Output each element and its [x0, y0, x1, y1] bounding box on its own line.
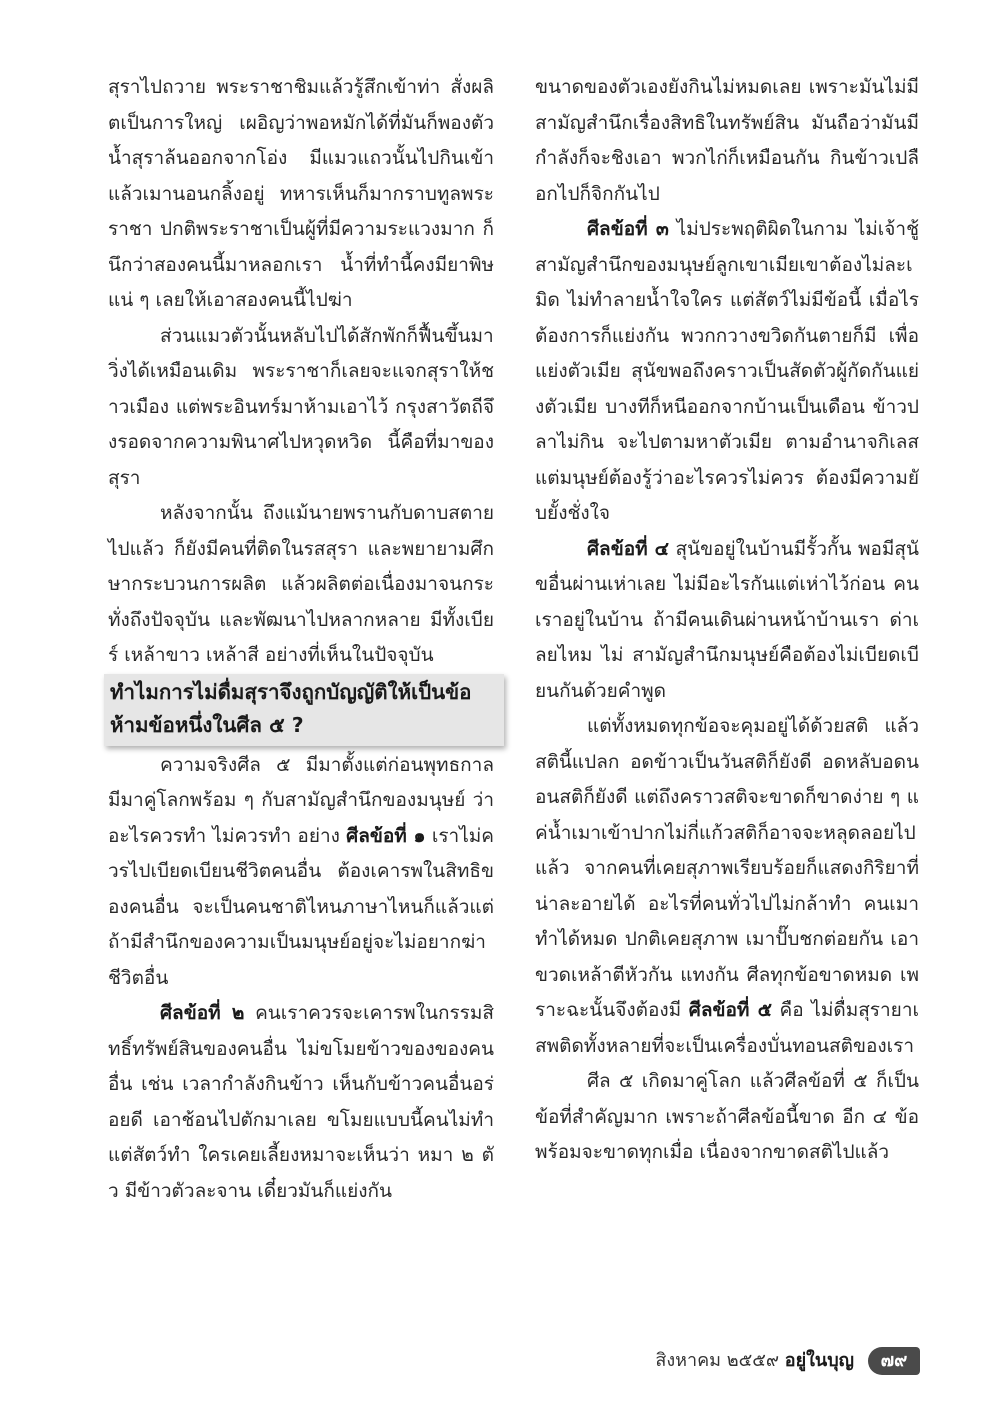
paragraph-text: แต่ทั้งหมดทุกข้อจะคุมอยู่ได้ด้วยสติ แล้วสตินี้แปลก อดข้าวเป็นวันสติก็ยังดี อดหลับอดนอนสติก็ยังดี แต่ถึงคราวสติจะขาดก็ขาดง่าย ๆ แค่น้ำเมาเข้าปากไม่กี่แก้วสติก็อาจจะหลุดลอยไปแล้ว จากคนที่เคยสุภาพเรียบร้อยก็แสดงกิริยาที่น่าละอายได้ อะไรที่คนทั่วไปไม่กล้าทำ คนเมาทำได้หมด ปกติเคยสุภาพ เมาปั๊บชกต่อยกัน เอาขวดเหล้าตีหัวกัน แทงกัน ศีลทุกข้อขาดหมด เพราะฉะนั้นจึงต้องมี	[535, 715, 919, 1021]
paragraph-text: สุนัขอยู่ในบ้านมีรั้วกั้น พอมีสุนัขอื่นผ่านเห่าเลย ไม่มีอะไรกันแต่เห่าไว้ก่อน คนเราอยู่ในบ้าน ถ้ามีคนเดินผ่านหน้าบ้านเรา ด่าเลยไหม ไม่ สามัญสำนึกมนุษย์คือต้องไม่เบียดเบียนกันด้วยคำพูด	[535, 537, 919, 702]
paragraph	[535, 709, 919, 1064]
magazine-title: อยู่ในบุญ	[784, 1350, 854, 1371]
precept-label: ศีลข้อที่ ๓	[587, 218, 669, 240]
page-number: ๗๙	[868, 1347, 920, 1375]
paragraph: ขนาดของตัวเองยังกินไม่หมดเลย เพราะมันไม่มีสามัญสำนึกเรื่องสิทธิในทรัพย์สิน มันถือว่ามันมีกำลังก็จะชิงเอา พวกไก่ก็เหมือนกัน กินข้าวเปลือกไปก็จิกกันไป	[535, 76, 919, 205]
paragraph: ศีล ๕ เกิดมาคู่โลก แล้วศีลข้อที่ ๕ ก็เป็นข้อที่สำคัญมาก เพราะถ้าศีลข้อนี้ขาด อีก ๔ ข้อพร้อมจะขาดทุกเมื่อ เนื่องจากขาดสติไปแล้ว	[535, 1070, 919, 1163]
paragraph: ส่วนแมวตัวนั้นหลับไปได้สักพักก็ฟื้นขึ้นมาวิ่งได้เหมือนเดิม พระราชาก็เลยจะแจกสุราให้ชาวเมือง แต่พระอินทร์มาห้ามเอาไว้ กรุงสาวัตถีจึงรอดจากความพินาศไปหวุดหวิด นี้คือที่มาของสุรา	[108, 324, 494, 489]
paragraph-text: เราไม่ควรไปเบียดเบียนชีวิตคนอื่น ต้องเคารพในสิทธิของคนอื่น จะเป็นคนชาติไหนภาษาไหนก็แล้วแต่ ถ้ามีสำนึกของความเป็นมนุษย์อยู่จะไม่อยากฆ่าชีวิตอื่น	[108, 824, 494, 989]
paragraph-text: ความจริงศีล ๕ มีมาตั้งแต่ก่อนพุทธกาล มีมาคู่โลกพร้อม ๆ กับสามัญสำนึกของมนุษย์ ว่าอะไรควรทำ ไม่ควรทำ อย่าง	[108, 753, 494, 847]
precept-label: ศีลข้อที่ ๒	[160, 1002, 245, 1024]
paragraph-text: คนเราควรจะเคารพในกรรมสิทธิ์ทรัพย์สินของคนอื่น ไม่ขโมยข้าวของของคนอื่น เช่น เวลากำลังกินข้าว เห็นกับข้าวคนอื่นอร่อยดี เอาช้อนไปตักมาเลย ขโมยแบบนี้คนไม่ทำ แต่สัตว์ทำ ใครเคยเลี้ยงหมาจะเห็นว่า หมา ๒ ตัว มีข้าวตัวละจาน เดี๋ยวมันก็แย่งกัน	[108, 1002, 494, 1202]
paragraph-text: คือ ไม่ดื่มสุรายาเสพติดทั้งหลายที่จะเป็นเครื่องบั่นทอนสติของเรา	[535, 999, 919, 1057]
page-footer	[0, 1347, 920, 1375]
section-heading: ทำไมการไม่ดื่มสุราจึงถูกบัญญัติให้เป็นข้อห้ามข้อหนึ่งในศีล ๕ ?	[104, 674, 504, 746]
issue-date: สิงหาคม ๒๕๕๙	[655, 1350, 780, 1371]
right-column	[535, 70, 919, 1171]
left-column	[108, 70, 494, 1209]
precept-label: ศีลข้อที่ ๕	[688, 999, 772, 1021]
footer-text	[655, 1347, 854, 1375]
paragraph	[535, 532, 919, 710]
paragraph	[108, 748, 494, 997]
precept-label: ศีลข้อที่ ๑	[346, 824, 426, 847]
paragraph: หลังจากนั้น ถึงแม้นายพรานกับดาบสตายไปแล้ว ก็ยังมีคนที่ติดในรสสุรา และพยายามศึกษากระบวนการผลิต แล้วผลิตต่อเนื่องมาจนกระทั่งถึงปัจจุบัน และพัฒนาไปหลากหลาย มีทั้งเบียร์ เหล้าขาว เหล้าสี อย่างที่เห็นในปัจจุบัน	[108, 502, 494, 666]
paragraph-text: ไม่ประพฤติผิดในกาม ไม่เจ้าชู้ สามัญสำนึกของมนุษย์ลูกเขาเมียเขาต้องไม่ละเมิด ไม่ทำลายน้ำใจใคร แต่สัตว์ไม่มีข้อนี้ เมื่อไรต้องการก็แย่งกัน พวกกวางขวิดกันตายก็มี เพื่อแย่งตัวเมีย สุนัขพอถึงคราวเป็นสัดตัวผู้กัดกันแย่งตัวเมีย บางทีก็หนีออกจากบ้านเป็นเดือน ข้าวปลาไม่กิน จะไปตามหาตัวเมีย ตามอำนาจกิเลส แต่มนุษย์ต้องรู้ว่าอะไรควรไม่ควร ต้องมีความยับยั้งชั่งใจ	[535, 218, 919, 524]
paragraph	[535, 212, 919, 532]
paragraph	[108, 996, 494, 1209]
paragraph: สุราไปถวาย พระราชาชิมแล้วรู้สึกเข้าท่า สั่งผลิตเป็นการใหญ่ เผอิญว่าพอหมักได้ที่มันก็พองตัว น้ำสุราล้นออกจากโอ่ง มีแมวแถวนั้นไปกินเข้า แล้วเมานอนกลิ้งอยู่ ทหารเห็นก็มากราบทูลพระราชา ปกติพระราชาเป็นผู้ที่มีความระแวงมาก ก็นึกว่าสองคนนี้มาหลอกเรา น้ำที่ทำนี้คงมียาพิษแน่ ๆ เลยให้เอาสองคนนี้ไปฆ่า	[108, 76, 494, 311]
precept-label: ศีลข้อที่ ๔	[587, 537, 670, 560]
